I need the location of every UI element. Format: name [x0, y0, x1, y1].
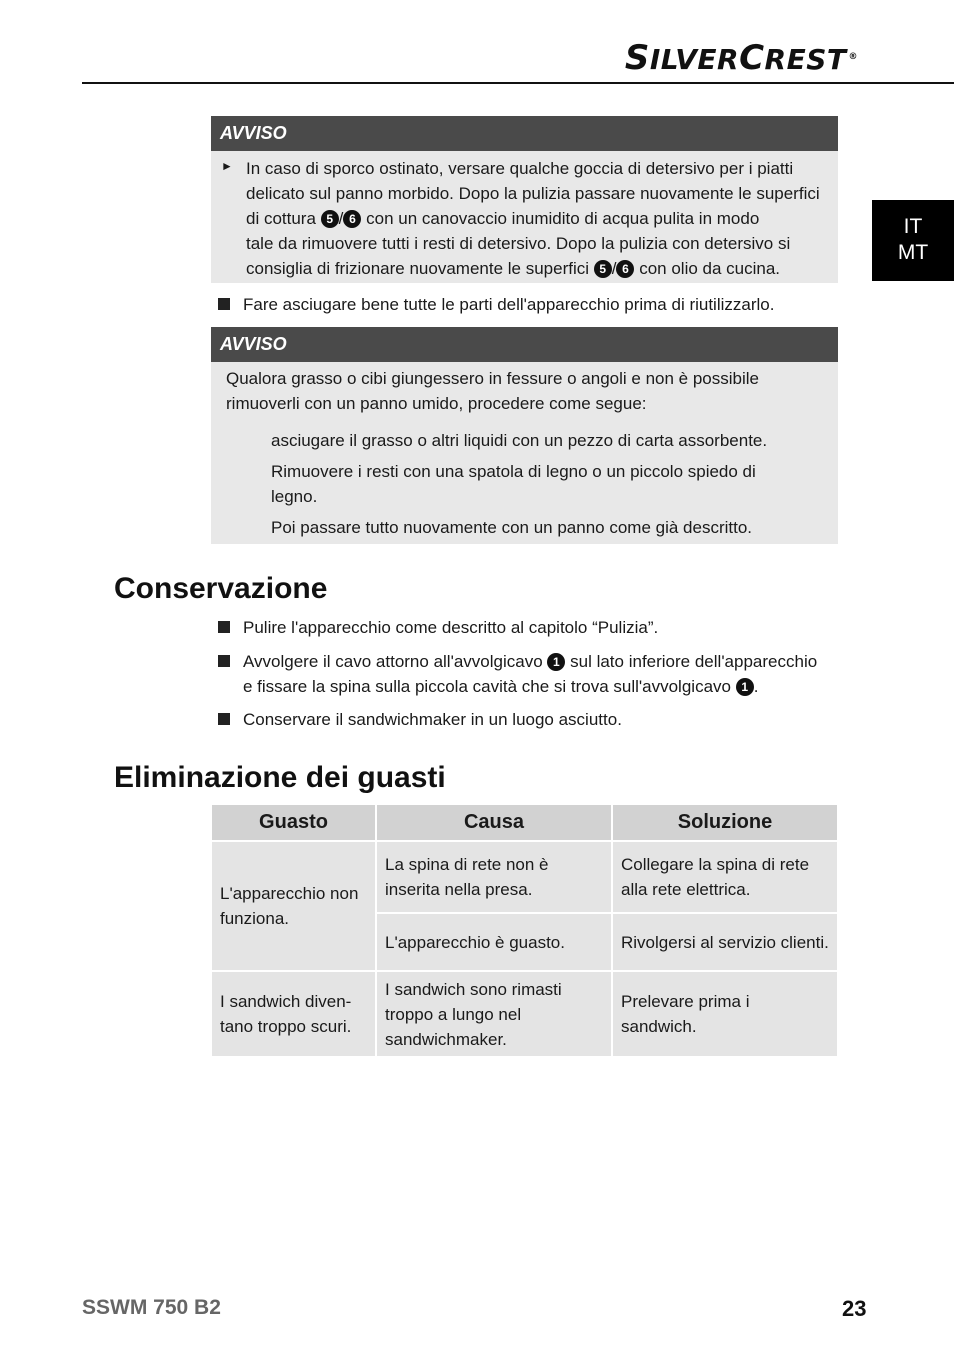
bullet-square-icon	[218, 621, 230, 633]
notice-title: AVVISO	[211, 116, 838, 151]
table-cell: La spina di rete non è inserita nella presa.	[377, 842, 611, 912]
notice-line: delicato sul panno morbido. Dopo la pulizia passare nuovamente le superfici	[246, 184, 820, 203]
troubleshooting-table	[210, 803, 839, 1058]
notice-line: di cottura 5 / 6 con un canovaccio inumidito di acqua pulita in modo	[246, 209, 760, 228]
page-number: 23	[842, 1296, 867, 1321]
bullet-square-icon	[218, 713, 230, 725]
notice-step: Poi passare tutto nuovamente con un panno come già descritto.	[271, 518, 753, 537]
table-cell: I sandwich diven- tano troppo scuri.	[212, 972, 375, 1056]
bullet-square-icon	[218, 655, 230, 667]
list-item: Conservare il sandwichmaker in un luogo asciutto.	[218, 707, 622, 732]
ref-6-icon: 6	[616, 260, 634, 278]
list-item: Pulire l'apparecchio come descritto al capitolo “Pulizia”.	[218, 615, 658, 640]
notice-title: AVVISO	[211, 327, 838, 362]
list-item: Fare asciugare bene tutte le parti dell'apparecchio prima di riutilizzarlo.	[218, 292, 774, 317]
bullet-square-icon	[218, 298, 230, 310]
table-row	[212, 842, 837, 912]
column-header: Causa	[377, 805, 611, 840]
ref-5-icon: 5	[594, 260, 612, 278]
ref-1-icon: 1	[547, 653, 565, 671]
table-cell: L'apparecchio non funziona.	[212, 842, 375, 970]
notice-line: consiglia di frizionare nuovamente le superfici 5 / 6 con olio da cucina.	[246, 259, 781, 278]
table-cell: Rivolgersi al servizio clienti.	[613, 914, 837, 970]
section-heading-conservazione: Conservazione	[114, 572, 328, 605]
language-tab: IT MT	[872, 200, 954, 281]
section-heading-guasti: Eliminazione dei guasti	[114, 761, 446, 794]
table-header-row	[212, 805, 837, 840]
notice-box-2	[211, 327, 838, 544]
ref-1-icon: 1	[736, 678, 754, 696]
notice-intro: Qualora grasso o cibi giungessero in fessure o angoli e non è possibile rimuoverli con un panno umido, procedere come segue:	[226, 369, 759, 413]
table-cell: L'apparecchio è guasto.	[377, 914, 611, 970]
list-item: Avvolgere il cavo attorno all'avvolgicavo 1 sul lato inferiore dell'apparecchio e fissare la spina sulla piccola cavità che si trova sull'avvolgicavo 1 .	[218, 649, 817, 699]
table-cell: I sandwich sono rimasti troppo a lungo nel sandwichmaker.	[377, 972, 611, 1056]
notice-box-1	[211, 116, 838, 283]
arrow-icon: ►	[221, 159, 233, 173]
header-rule	[82, 82, 954, 84]
footer-model: SSWM 750 B2	[82, 1296, 221, 1319]
column-header: Guasto	[212, 805, 375, 840]
table-row	[212, 972, 837, 1056]
notice-step: Rimuovere i resti con una spatola di legno o un piccolo spiedo di legno.	[271, 462, 756, 506]
ref-6-icon: 6	[343, 210, 361, 228]
column-header: Soluzione	[613, 805, 837, 840]
table-cell: Prelevare prima i sandwich.	[613, 972, 837, 1056]
notice-line: In caso di sporco ostinato, versare qualche goccia di detersivo per i piatti	[246, 159, 794, 178]
notice-step: asciugare il grasso o altri liquidi con un pezzo di carta assorbente.	[271, 431, 768, 450]
table-cell: Collegare la spina di rete alla rete elettrica.	[613, 842, 837, 912]
ref-5-icon: 5	[321, 210, 339, 228]
brand-logo: SILVERCREST ®	[624, 38, 858, 78]
notice-line: tale da rimuovere tutti i resti di detersivo. Dopo la pulizia con detersivo si	[246, 234, 791, 253]
